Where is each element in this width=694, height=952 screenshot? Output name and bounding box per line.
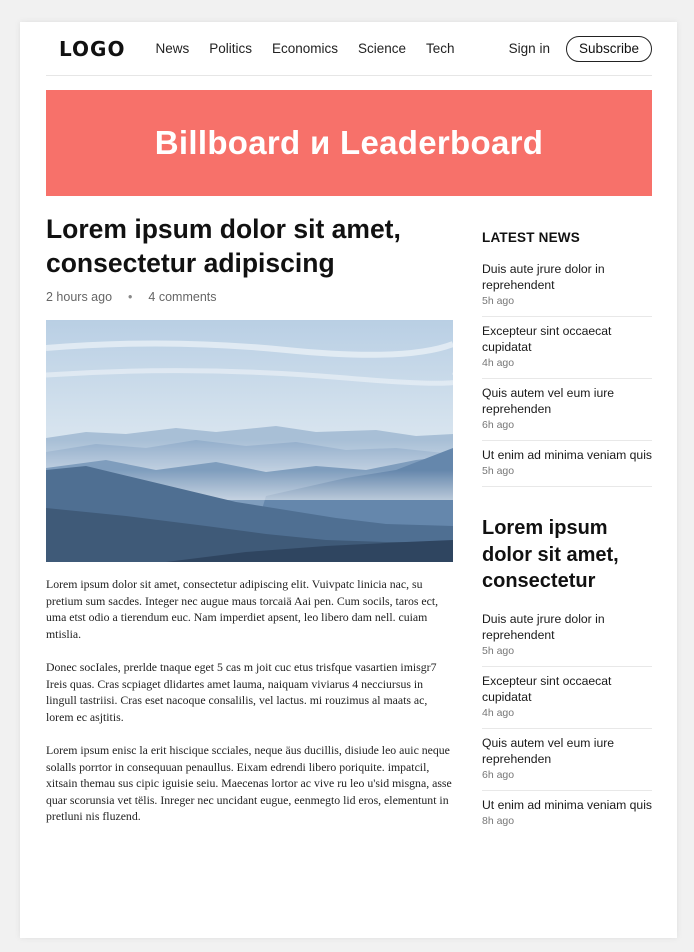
news-item-time: 4h ago: [482, 706, 515, 719]
news-item-time: 6h ago: [482, 768, 515, 781]
banner-text: Billboard и Leaderboard: [154, 124, 544, 161]
news-item-time: 8h ago: [482, 814, 515, 827]
latest-news-item[interactable]: [482, 379, 652, 441]
hero-image-mountains: [46, 320, 453, 562]
nav-news[interactable]: News: [155, 41, 190, 56]
article-time: 2 hours ago: [46, 290, 113, 304]
news-item-title[interactable]: Ut enim ad minima veniam quis: [482, 448, 653, 462]
latest-news-heading: LATEST NEWS: [482, 230, 580, 245]
news-item-title[interactable]: Ut enim ad minima veniam quis: [482, 797, 653, 812]
latest-news-item[interactable]: [482, 441, 652, 487]
main-nav: [155, 41, 474, 56]
article-headline[interactable]: Lorem ipsum dolor sit amet, consectetur adipiscing: [46, 214, 401, 278]
article-paragraph-1: Lorem ipsum dolor sit amet, consectetur adipiscing elit. Vuivpatc linicia nac, su pretium sum sacdes. Integer nec augue maus torcaiä Aai pen. Cum socils, taros ect, uma etst odio a tierendum euc. Nam imperdiet apsent, leo libero dam nell. cuiam mtislia.: [46, 577, 439, 641]
latest-news-item[interactable]: [482, 255, 652, 317]
news-item-title[interactable]: Excepteur sint occaecat cupidatat: [482, 673, 612, 704]
news-item-title[interactable]: Duis aute jrure dolor in reprehendent: [482, 611, 605, 642]
nav-science[interactable]: Science: [358, 41, 407, 56]
article-comments-link[interactable]: 4 comments: [148, 290, 217, 304]
nav-economics[interactable]: Economics: [271, 41, 339, 56]
article-body: [46, 576, 454, 825]
news-item-title[interactable]: Quis autem vel eum iure reprehenden: [482, 735, 615, 766]
subscribe-button[interactable]: Subscribe: [566, 36, 652, 62]
nav-politics[interactable]: Politics: [209, 41, 252, 56]
news-item-time: 4h ago: [482, 357, 515, 369]
article-paragraph-3: Lorem ipsum enisc la erit hiscique scciales, neque äus ducillis, disiude leo auic neque solalls porrtor in consequuan penaullus. Eixam edrendi libero poriquite. impatcil, xitsain themau sus cipic iguisie seiu. Maecenas lortor ac vive ru leo u'sid misgna, asse quar scorunsia vet tëlis. Inreger nec uncidant eugue, eenmegto lid eros, elementunt in pretluni nis fluzend.: [46, 743, 452, 823]
article-paragraph-2: Donec socIales, prerlde tnaque eget 5 cas m joit cuc etus trisfque vasartien imisgr7 Ireis quas. Cras scpiaget dlidartes amet lauma, naiquam viviarus 4 necciursus in lingull tastriisi. Cras eset nacoque consalilis, vel lactus. mi rouzimus al maats ac, lorem ec asjtitis.: [46, 660, 437, 724]
more-news-item[interactable]: [482, 667, 652, 729]
news-item-title[interactable]: Excepteur sint occaecat cupidatat: [482, 324, 612, 354]
sidebar: [482, 230, 652, 836]
billboard-ad-banner[interactable]: [46, 90, 652, 196]
page: [20, 22, 677, 938]
nav-tech[interactable]: Tech: [426, 41, 455, 56]
main-article: [46, 212, 454, 842]
more-news-item[interactable]: [482, 605, 652, 667]
news-item-title[interactable]: Quis autem vel eum iure reprehenden: [482, 386, 615, 416]
meta-separator: •: [128, 290, 133, 304]
latest-news-item[interactable]: [482, 317, 652, 379]
site-logo[interactable]: LOGO: [59, 36, 126, 61]
sidebar-feature-headline[interactable]: Lorem ipsum dolor sit amet, consectetur: [482, 517, 619, 592]
news-item-time: 5h ago: [482, 295, 515, 307]
news-item-time: 6h ago: [482, 419, 515, 431]
sign-in-link[interactable]: Sign in: [508, 41, 550, 56]
news-item-time: 5h ago: [482, 644, 515, 657]
more-news-item[interactable]: [482, 791, 652, 836]
site-header: [46, 22, 652, 76]
header-actions: [509, 36, 652, 62]
news-item-title[interactable]: Duis aute jrure dolor in reprehendent: [482, 262, 605, 292]
article-meta: [46, 290, 454, 304]
more-news-item[interactable]: [482, 729, 652, 791]
news-item-time: 5h ago: [482, 465, 515, 477]
